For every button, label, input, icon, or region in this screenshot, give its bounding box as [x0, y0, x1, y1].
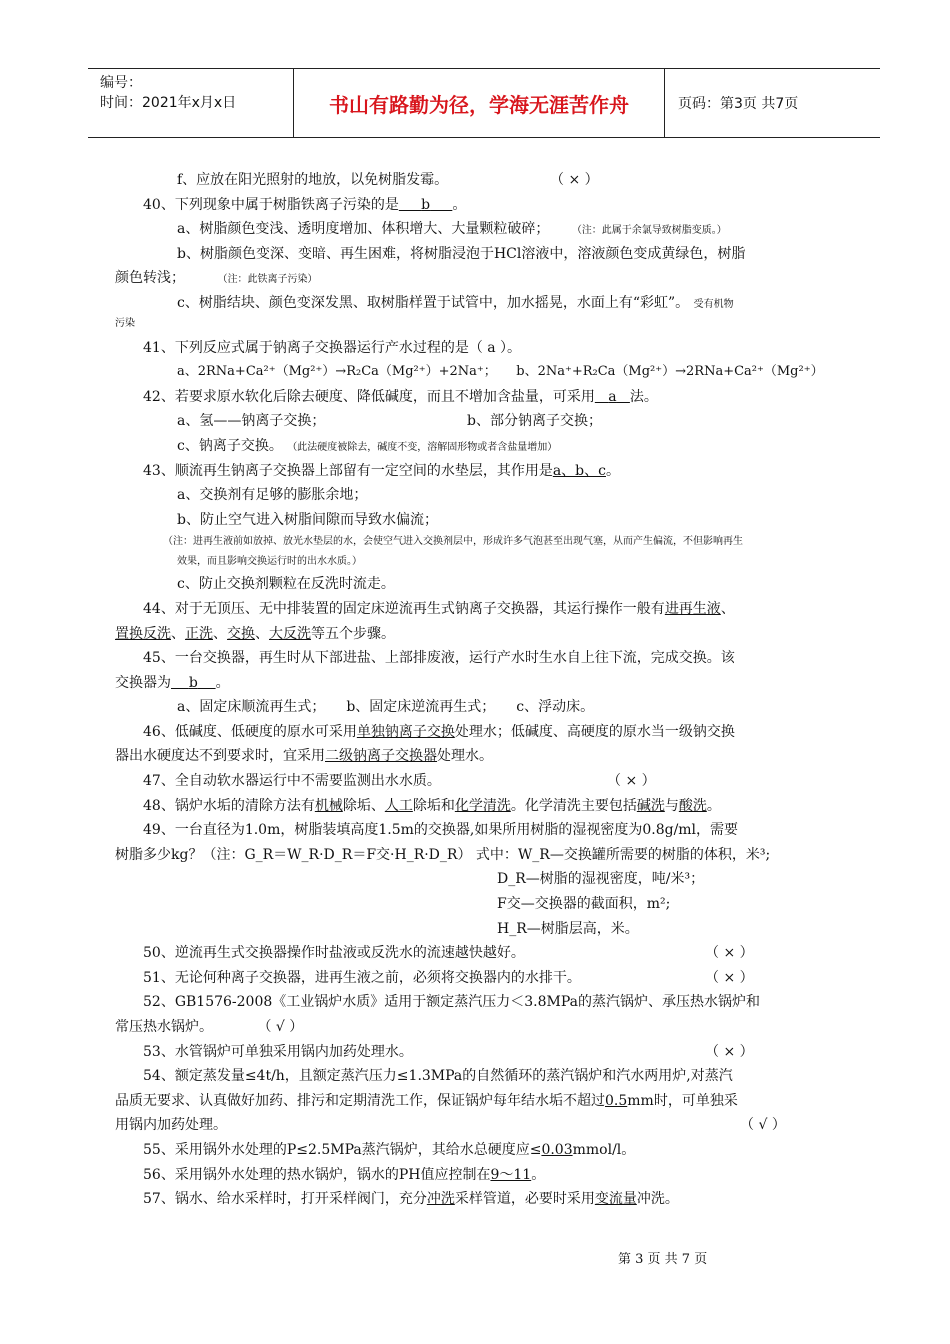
- options-45: a、固定床顺流再生式； b、固定床逆流再生式； c、浮动床。: [177, 699, 595, 716]
- question-54-cont: 品质无要求、认真做好加药、排污和定期清洗工作，保证锅炉每年结水垢不超过0.5mm时，可单独采: [115, 1092, 738, 1109]
- question-55: 55、采用锅外水处理的P≤2.5MPa蒸汽锅炉，其给水总硬度应≤0.03mmol/l。: [143, 1141, 636, 1158]
- note: （注：此属于余氯导致树脂变质。）: [571, 225, 727, 237]
- doc-time-label: 时间：2021年x月x日: [100, 95, 237, 111]
- option-43a: a、交换剂有足够的膨胀余地；: [177, 487, 368, 504]
- question-46-cont: 器出水硬度达不到要求时，宜采用二级钠离子交换器处理水。: [115, 748, 493, 765]
- question-45-cont: 交换器为 b 。: [115, 674, 230, 691]
- answer-mark: （ × ）: [705, 1043, 754, 1060]
- answer-mark: （ √ ）: [740, 1117, 786, 1134]
- option-40a: a、树脂颜色变浅、透明度增加、体积增大、大量颗粒破碎； （注：此属于余氯导致树脂变质。）: [177, 221, 727, 238]
- formula-d: D_R—树脂的湿视密度，吨/米³；: [497, 871, 705, 888]
- question-56: 56、采用锅外水处理的热水锅炉，锅水的PH值应控制在9～11。: [143, 1166, 546, 1183]
- note-43-1: （注：进再生液前如放掉、放光水垫层的水，会使空气进入交换剂层中，形成许多气泡甚至出现气塞，从而产生偏流，不但影响再生: [163, 536, 743, 548]
- question-45: 45、一台交换器，再生时从下部进盐、上部排废液，运行产水时生水自上往下流，完成交换。该: [143, 650, 735, 667]
- answer-mark: （ × ）: [607, 773, 656, 790]
- options-41: a、2RNa+Ca²⁺（Mg²⁺）→R₂Ca（Mg²⁺）+2Na⁺； b、2Na⁺+R₂Ca（Mg²⁺）→2RNa+Ca²⁺（Mg²⁺）: [177, 364, 824, 380]
- question-51: 51、无论何种离子交换器，进再生液之前，必须将交换器内的水排干。 （ × ）: [115, 966, 860, 991]
- option-43b: b、防止空气进入树脂间隙而导致水偏流；: [177, 511, 438, 528]
- answer-blank: b: [421, 196, 431, 213]
- question-48: 48、锅炉水垢的清除方法有机械除垢、人工除垢和化学清洗。化学清洗主要包括碱洗与酸洗。: [143, 797, 721, 814]
- header-motto: 书山有路勤为径，学海无涯苦作舟: [293, 69, 665, 137]
- question-42: 42、若要求原水软化后除去硬度、降低碱度，而且不增加含盐量，可采用 a 法。: [143, 388, 658, 405]
- option-43c: c、防止交换剂颗粒在反洗时流走。: [177, 576, 395, 593]
- question-54: 54、额定蒸发量≤4t/h，且额定蒸汽压力≤1.3MPa的自然循环的蒸汽锅炉和汽水两用炉,对蒸汽: [143, 1068, 733, 1085]
- question-54-cont2: 用锅内加药处理。 （ √ ）: [115, 1113, 860, 1138]
- question-49-cont: 树脂多少kg？（注：G_R＝W_R·D_R＝F交·H_R·D_R） 式中：W_R—交换罐所需要的树脂的体积，米³;: [115, 846, 771, 863]
- note: 受有机物: [693, 298, 734, 310]
- header-meta: [100, 73, 236, 113]
- option-40b: b、树脂颜色变深、变暗、再生困难，将树脂浸泡于HCl溶液中，溶液颜色变成黄绿色，树脂: [177, 245, 746, 262]
- answer-mark: （ × ）: [705, 945, 754, 962]
- question-44: 44、对于无顶压、无中排装置的固定床逆流再生式钠离子交换器，其运行操作一般有进再生液、: [143, 600, 735, 617]
- formula-h: H_R—树脂层高，米。: [497, 920, 639, 937]
- option-40b-cont: 颜色转浅； （注：此铁离子污染）: [115, 270, 318, 287]
- doc-number-label: 编号：: [100, 75, 142, 91]
- answer-blank: a: [608, 388, 617, 405]
- options-42ab: a、氢——钠离子交换； b、部分钠离子交换；: [177, 413, 602, 430]
- question-43: 43、顺流再生钠离子交换器上部留有一定空间的水垫层，其作用是a、b、c。: [143, 462, 620, 479]
- question-40: 40、下列现象中属于树脂铁离子污染的是 b 。: [143, 196, 467, 213]
- page-footer: 第 3 页 共 7 页: [618, 1252, 708, 1267]
- page-header: [88, 68, 880, 138]
- option-40c-cont: 污染: [115, 317, 135, 329]
- question-49: 49、一台直径为1.0m，树脂装填高度1.5m的交换器,如果所用树脂的湿视密度为0.8g/ml，需要: [143, 822, 739, 839]
- question-47: 47、全自动软水器运行中不需要监测出水水质。 （ × ）: [115, 769, 860, 794]
- question-41: 41、下列反应式属于钠离子交换器运行产水过程的是（ a ）。: [143, 339, 522, 356]
- question-46: 46、低碱度、低硬度的原水可采用单独钠离子交换处理水；低碱度、高硬度的原水当一级钠交换: [143, 723, 735, 740]
- option-42c: c、钠离子交换。 （此法硬度被除去，碱度不变，溶解固形物或者含盐量增加）: [177, 437, 558, 454]
- question-44-cont: 置换反洗、正洗、交换、大反洗等五个步骤。: [115, 625, 395, 642]
- answer-blank: a、b、c: [552, 462, 606, 479]
- answer-mark: （ √ ）: [257, 1019, 304, 1035]
- note: （注：此铁离子污染）: [217, 274, 318, 286]
- formula-f: F交—交换器的截面积，m²;: [497, 896, 671, 913]
- answer-mark: （ × ）: [550, 172, 599, 188]
- item-f: f、应放在阳光照射的地放，以免树脂发霉。 （ × ）: [115, 168, 860, 193]
- question-53: 53、水管锅炉可单独采用锅内加药处理水。 （ × ）: [115, 1040, 860, 1065]
- question-52: 52、GB1576-2008《工业锅炉水质》适用于额定蒸汽压力＜3.8MPa的蒸汽锅炉、承压热水锅炉和: [143, 994, 761, 1011]
- document-body: [115, 168, 860, 1212]
- question-50: 50、逆流再生式交换器操作时盐液或反洗水的流速越快越好。 （ × ）: [115, 941, 860, 966]
- note: （此法硬度被除去，碱度不变，溶解固形物或者含盐量增加）: [287, 441, 558, 453]
- note-43-2: 效果，而且影响交换运行时的出水水质。）: [177, 556, 362, 568]
- question-52-cont: 常压热水锅炉。 （ √ ）: [115, 1019, 304, 1035]
- answer-mark: （ × ）: [705, 969, 754, 986]
- option-40c: c、树脂结块、颜色变深发黑、取树脂样置于试管中，加水摇晃，水面上有“彩虹”。 受有机物: [177, 294, 734, 311]
- answer-blank: b: [188, 674, 198, 691]
- question-57: 57、锅水、给水采样时，打开采样阀门，充分冲洗采样管道，必要时采用变流量冲洗。: [143, 1191, 679, 1208]
- header-page-label: 页码：第3页 共7页: [678, 96, 799, 112]
